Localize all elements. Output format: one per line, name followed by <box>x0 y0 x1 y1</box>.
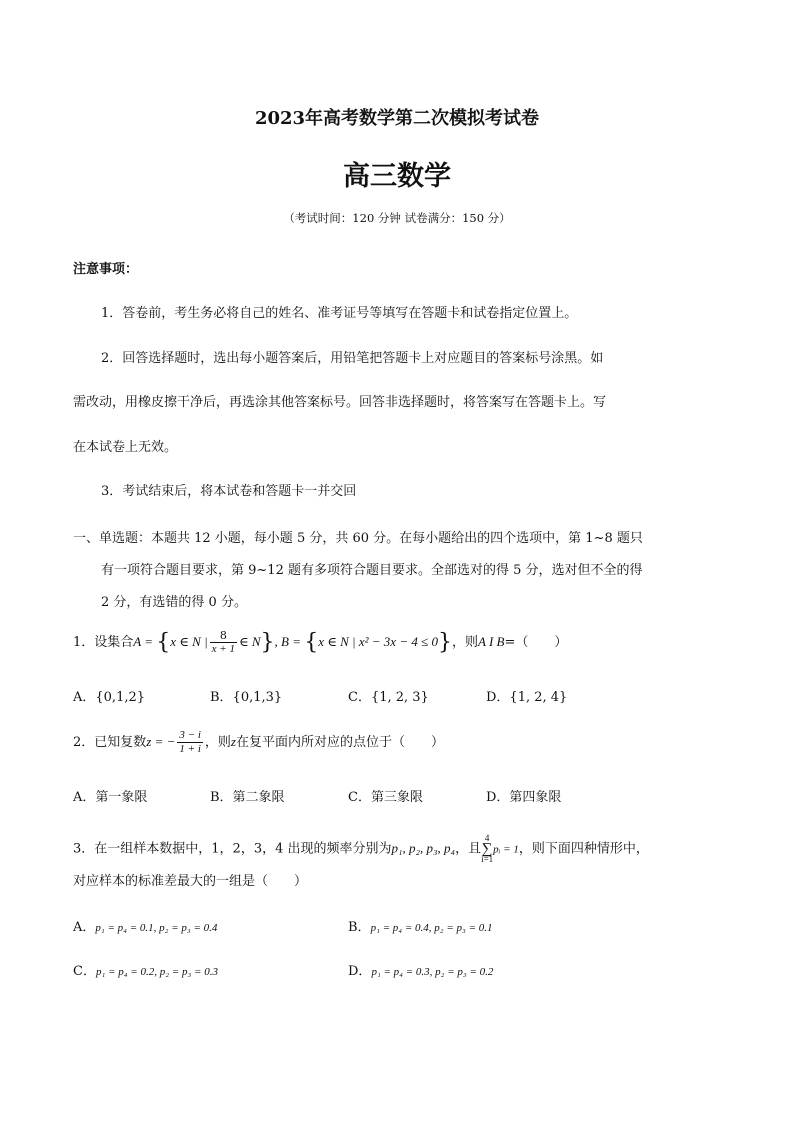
exam-title: 2023年高考数学第二次模拟考试卷 <box>254 108 540 129</box>
q2-frac-num: 3 − i <box>179 729 201 741</box>
q2-z-eq: z = − <box>146 734 176 749</box>
question-1-stem <box>73 629 567 656</box>
q1-option-d[interactable]: D．{1, 2, 4} <box>486 690 568 705</box>
q3-sum-bot: i=1 <box>481 854 494 864</box>
q3-sum-body: pᵢ = 1 <box>493 843 519 856</box>
q1-set-b-inner: x ∈ N | x² − 3x − 4 ≤ 0 <box>318 634 438 649</box>
right-brace-glyph: } <box>260 630 275 655</box>
q1-frac-den: x + 1 <box>211 643 235 655</box>
q1-prefix: 1．设集合 <box>73 635 134 650</box>
sigma-glyph: ∑ <box>481 841 493 857</box>
q2-option-d[interactable]: D．第四象限 <box>486 790 562 805</box>
q2-z: z <box>230 734 236 749</box>
notice-item-2-line-1: 2．回答选择题时，选出每小题答案后，用铅笔把答题卡上对应题目的答案标号涂黑。如 <box>101 351 604 366</box>
q1-tail: =（ ） <box>504 635 568 650</box>
left-brace-glyph: { <box>304 630 319 655</box>
q1-frac-num: 8 <box>210 629 237 643</box>
q3-option-a[interactable] <box>73 916 217 935</box>
exam-info: （考试时间：120 分钟 试卷满分：150 分） <box>283 211 511 225</box>
q3-option-b-label: B． <box>348 920 371 935</box>
notice-heading: 注意事项： <box>73 262 139 277</box>
q1-option-a[interactable]: A．{0,1,2} <box>73 690 146 705</box>
notice-item-3: 3．考试结束后，将本试卷和答题卡一并交回 <box>101 484 357 499</box>
q3-option-d-text: p₁ = p₄ = 0.3, p₂ = p₃ = 0.2 <box>371 966 494 978</box>
section-1-line-2: 有一项符合题目要求，第 9~12 题有多项符合题目要求。全部选对的得 5 分，选对但不全的得 <box>101 563 643 578</box>
q2-option-b[interactable]: B．第二象限 <box>210 790 285 805</box>
section-1-line-3: 2 分，有选错的得 0 分。 <box>101 595 247 610</box>
q3-option-d[interactable] <box>348 960 493 979</box>
q2-fraction <box>177 729 202 756</box>
q1-set-a-inner: x ∈ N | <box>170 634 208 649</box>
q3-line1-post: ，则下面四种情形中， <box>518 841 649 857</box>
q2-frac-den: 1 + i <box>179 743 201 755</box>
q3-and: ，且 <box>455 841 482 857</box>
q2-tail-pre: ，则 <box>204 735 231 750</box>
q3-option-a-text: p₁ = p₄ = 0.1, p₂ = p₃ = 0.4 <box>95 922 218 934</box>
q2-option-a[interactable]: A．第一象限 <box>73 790 148 805</box>
left-brace-glyph: { <box>156 630 171 655</box>
question-3-stem-line-1 <box>73 834 649 864</box>
q3-option-c[interactable] <box>73 960 218 979</box>
notice-item-2-line-2: 需改动，用橡皮擦干净后，再选涂其他答案标号。回答非选择题时，将答案写在答题卡上。写 <box>73 395 607 410</box>
question-2-stem <box>73 729 444 756</box>
q3-summation <box>481 834 493 864</box>
q1-set-a-lhs: A = <box>133 634 157 649</box>
q1-expr: A I B <box>478 634 505 649</box>
q2-prefix: 2．已知复数 <box>73 735 147 750</box>
subject-title: 高三数学 <box>343 161 451 192</box>
q3-option-c-text: p₁ = p₄ = 0.2, p₂ = p₃ = 0.3 <box>95 966 218 978</box>
notice-item-1: 1．答卷前，考生务必将自己的姓名、准考证号等填写在答题卡和试卷指定位置上。 <box>101 306 578 321</box>
right-brace-glyph: } <box>438 630 452 655</box>
q1-set-a-tail: ∈ N <box>238 634 261 649</box>
q3-sum-top: 4 <box>484 833 490 843</box>
question-3-stem-line-2: 对应样本的标准差最大的一组是（ ） <box>73 874 308 889</box>
q1-option-c[interactable]: C．{1, 2, 3} <box>348 690 429 705</box>
q1-set-b: , B = <box>274 634 305 649</box>
q2-tail: 在复平面内所对应的点位于（ ） <box>235 735 444 750</box>
notice-item-2-line-3: 在本试卷上无效。 <box>73 440 178 455</box>
q3-option-b-text: p₁ = p₄ = 0.4, p₂ = p₃ = 0.1 <box>370 922 493 934</box>
q3-line1-pre: 3．在一组样本数据中，1，2，3，4 出现的频率分别为 <box>73 841 392 857</box>
q1-fraction <box>210 629 237 656</box>
q3-option-b[interactable] <box>348 916 493 935</box>
q3-probabilities: p₁, p₂, p₃, p₄ <box>391 840 456 856</box>
section-1-line-1: 一、单选题：本题共 12 小题，每小题 5 分，共 60 分。在每小题给出的四个选项中，第 1~8 题只 <box>73 531 643 546</box>
q3-option-a-label: A． <box>73 920 96 935</box>
q1-option-b[interactable]: B．{0,1,3} <box>210 690 283 705</box>
q3-option-d-label: D． <box>348 964 372 979</box>
q1-then: ，则 <box>452 635 479 650</box>
section-1-instructions <box>73 523 683 619</box>
q3-option-c-label: C． <box>73 964 96 979</box>
q2-option-c[interactable]: C．第三象限 <box>348 790 423 805</box>
